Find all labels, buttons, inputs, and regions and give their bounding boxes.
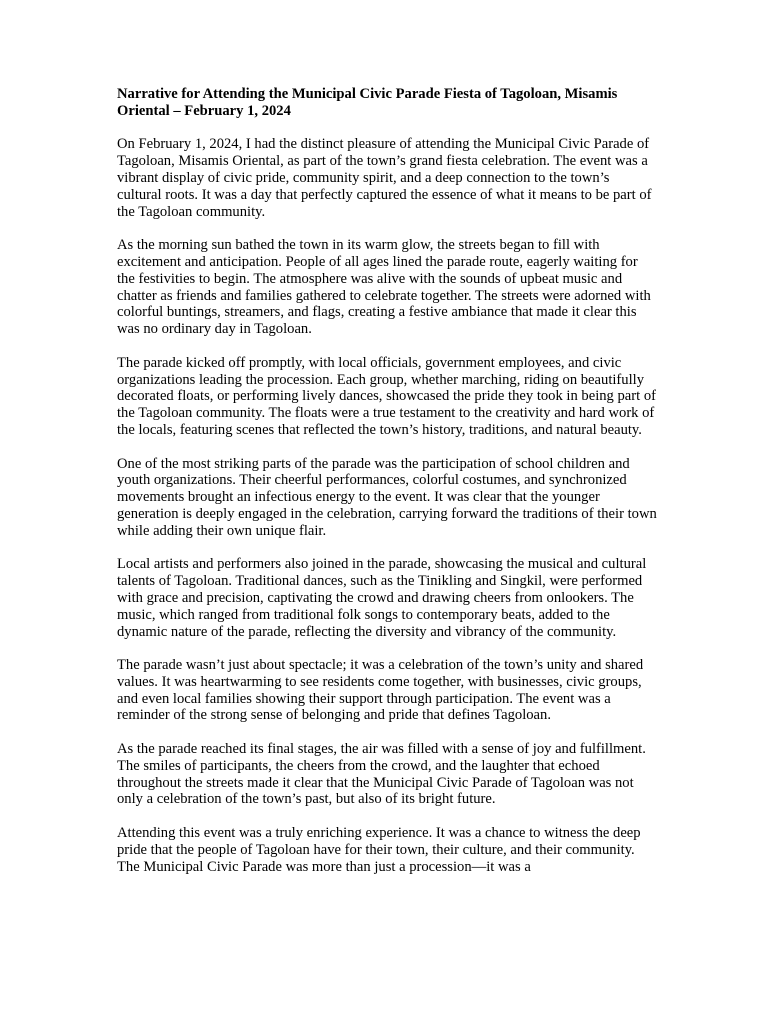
document-page: [117, 86, 657, 892]
paragraph-7: As the parade reached its final stages, the air was filled with a sense of joy and fulfillment. The smiles of participants, the cheers from the crowd, and the laughter that echoed throughout the streets made it clear that the Municipal Civic Parade of Tagoloan was not only a celebration of the town’s past, but also of its bright future.: [117, 741, 646, 808]
paragraph-4: One of the most striking parts of the parade was the participation of school children and youth organizations. Their cheerful performances, colorful costumes, and synchronized movements brought an infectious energy to the event. It was clear that the younger generation is deeply engaged in the celebration, carrying forward the traditions of their town while adding their own unique flair.: [117, 455, 657, 539]
paragraph-1: On February 1, 2024, I had the distinct pleasure of attending the Municipal Civic Parade of Tagoloan, Misamis Oriental, as part of the town’s grand fiesta celebration. The event was a vibrant display of civic pride, community spirit, and a deep connection to the town’s cultural roots. It was a day that perfectly captured the essence of what it means to be part of the Tagoloan community.: [117, 136, 652, 220]
document-title: Narrative for Attending the Municipal Civic Parade Fiesta of Tagoloan, Misamis Oriental – February 1, 2024: [117, 86, 618, 119]
paragraph-3: The parade kicked off promptly, with local officials, government employees, and civic organizations leading the procession. Each group, whether marching, riding on beautifully decorated floats, or performing lively dances, showcased the pride they took in being part of the Tagoloan community. The floats were a true testament to the creativity and hard work of the locals, featuring scenes that reflected the town’s history, traditions, and natural beauty.: [117, 354, 656, 438]
paragraph-2: As the morning sun bathed the town in its warm glow, the streets began to fill with excitement and anticipation. People of all ages lined the parade route, eagerly waiting for the festivities to begin. The atmosphere was alive with the sounds of upbeat music and chatter as friends and families gathered to celebrate together. The streets were adorned with colorful buntings, streamers, and flags, creating a festive ambiance that made it clear this was no ordinary day in Tagoloan.: [117, 237, 651, 338]
paragraph-5: Local artists and performers also joined in the parade, showcasing the musical and cultural talents of Tagoloan. Traditional dances, such as the Tinikling and Singkil, were performed with grace and precision, captivating the crowd and drawing cheers from onlookers. The music, which ranged from traditional folk songs to contemporary beats, added to the dynamic nature of the parade, reflecting the diversity and vibrancy of the community.: [117, 556, 647, 640]
paragraph-8: Attending this event was a truly enriching experience. It was a chance to witness the deep pride that the people of Tagoloan have for their town, their culture, and their community. The Municipal Civic Parade was more than just a procession—it was a: [117, 825, 641, 875]
paragraph-6: The parade wasn’t just about spectacle; it was a celebration of the town’s unity and shared values. It was heartwarming to see residents come together, with businesses, civic groups, and even local families showing their support through participation. The event was a reminder of the strong sense of belonging and pride that defines Tagoloan.: [117, 657, 644, 724]
